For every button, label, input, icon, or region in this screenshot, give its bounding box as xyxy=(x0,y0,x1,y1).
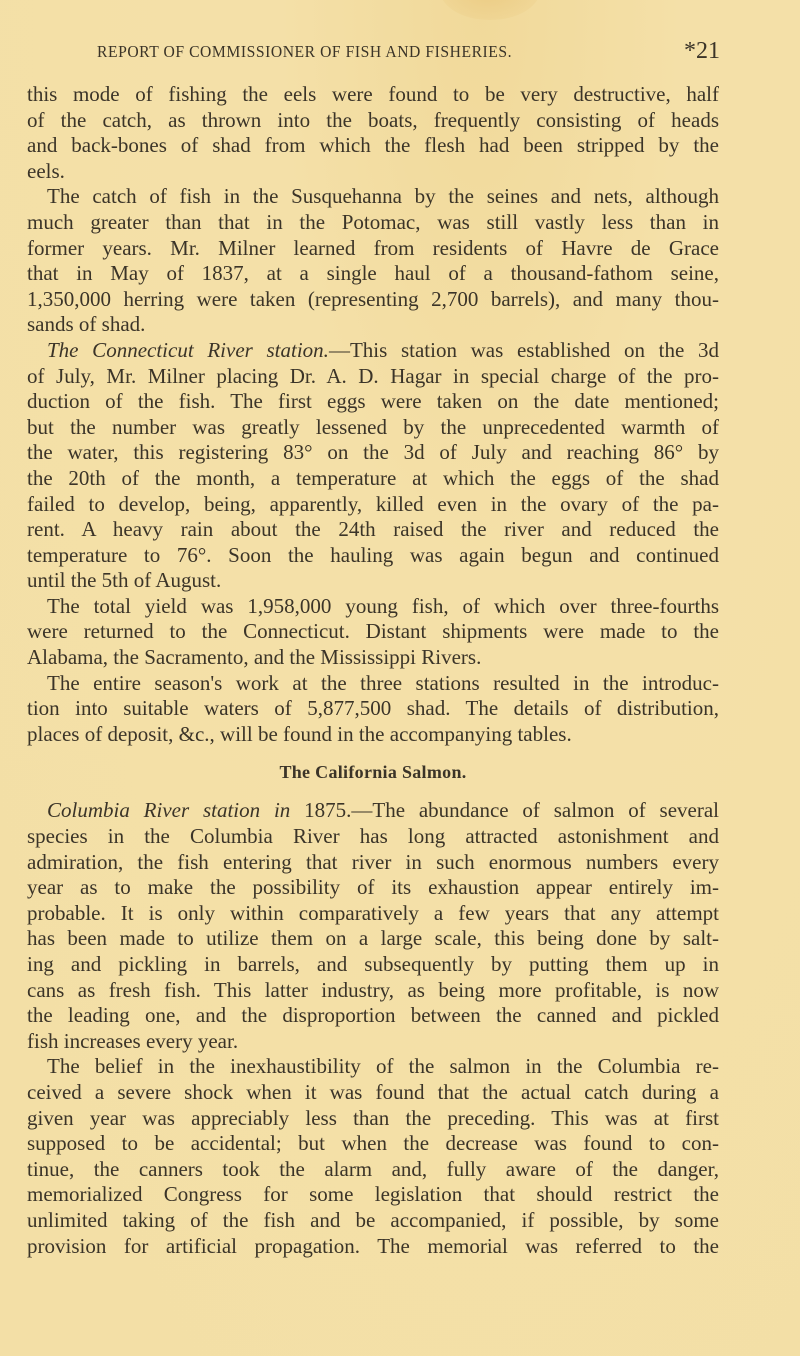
page-number: *21 xyxy=(684,38,720,64)
paper-stain xyxy=(440,0,540,20)
line-text: ceived a severe shock when it was found that the actual catch during a xyxy=(27,1079,719,1104)
text-line xyxy=(27,1003,719,1029)
text-line xyxy=(27,645,719,671)
line-text: of July, Mr. Milner placing Dr. A. D. Hagar in special charge of the pro- xyxy=(27,363,719,388)
text-line xyxy=(27,568,719,594)
text-line xyxy=(27,1054,719,1080)
text-line xyxy=(27,1157,719,1183)
text-line xyxy=(27,440,719,466)
text-line xyxy=(27,364,719,390)
section-salmon xyxy=(27,798,719,1259)
text-line xyxy=(27,1234,719,1260)
text-line xyxy=(27,594,719,620)
text-line xyxy=(27,159,719,185)
line-text: The belief in the inexhaustibility of the salmon in the Columbia re- xyxy=(47,1054,719,1079)
line-text: —This station was established on the 3d xyxy=(328,337,719,362)
line-text: temperature to 76°. Soon the hauling was again begun and continued xyxy=(27,542,719,567)
line-text: fish increases every year. xyxy=(27,1028,239,1053)
text-line xyxy=(27,1182,719,1208)
line-text: The entire season's work at the three stations resulted in the introduc- xyxy=(47,670,719,695)
line-text: and back-bones of shad from which the flesh had been stripped by the xyxy=(27,133,719,158)
text-line xyxy=(27,82,719,108)
text-line xyxy=(27,875,719,901)
line-text: that in May of 1837, at a single haul of a thousand-fathom seine, xyxy=(27,261,719,286)
text-line xyxy=(27,312,719,338)
text-line xyxy=(27,108,719,134)
line-text: this mode of fishing the eels were found to be very destructive, half xyxy=(27,82,719,106)
line-text: Alabama, the Sacramento, and the Mississippi Rivers. xyxy=(27,645,482,670)
line-text: of the catch, as thrown into the boats, frequently consisting of heads xyxy=(27,107,719,132)
line-text: rent. A heavy rain about the 24th raised the river and reduced the xyxy=(27,517,719,542)
line-text: ing and pickling in barrels, and subsequently by putting them up in xyxy=(27,952,719,976)
line-text: cans as fresh fish. This latter industry, as being more profitable, is now xyxy=(27,977,719,1002)
page-body xyxy=(27,82,719,1259)
line-text: provision for artificial propagation. The memorial was referred to the xyxy=(27,1233,719,1258)
line-text: much greater than that in the Potomac, was still vastly less than in xyxy=(27,209,719,234)
text-line xyxy=(27,722,719,748)
line-text: the leading one, and the disproportion between the canned and pickled xyxy=(27,1003,719,1028)
text-line xyxy=(27,338,719,364)
text-line xyxy=(27,696,719,722)
line-text: the 20th of the month, a temperature at which the eggs of the shad xyxy=(27,465,719,490)
text-line xyxy=(27,619,719,645)
text-line xyxy=(27,850,719,876)
line-text: duction of the fish. The first eggs were taken on the date mentioned; xyxy=(27,389,719,414)
text-line xyxy=(27,978,719,1004)
line-text: the water, this registering 83° on the 3d of July and reaching 86° by xyxy=(27,440,719,465)
text-line xyxy=(27,952,719,978)
text-line xyxy=(27,415,719,441)
paragraph xyxy=(27,82,719,184)
paragraph xyxy=(27,798,719,1054)
line-text: memorialized Congress for some legislation that should restrict the xyxy=(27,1182,719,1207)
text-line xyxy=(27,1080,719,1106)
section-shad xyxy=(27,82,719,747)
text-line xyxy=(27,824,719,850)
line-text: failed to develop, being, apparently, killed even in the ovary of the pa- xyxy=(27,491,719,516)
line-text: 1875.—The abundance of salmon of several xyxy=(290,798,720,823)
line-text: species in the Columbia River has long attracted astonishment and xyxy=(27,824,719,849)
line-text: year as to make the possibility of its exhaustion appear entirely im- xyxy=(27,875,719,900)
text-line xyxy=(27,543,719,569)
running-header-title: REPORT OF COMMISSIONER OF FISH AND FISHERIES. xyxy=(97,42,513,61)
text-line xyxy=(27,517,719,543)
text-line xyxy=(27,236,719,262)
line-text: tinue, the canners took the alarm and, fully aware of the danger, xyxy=(27,1156,719,1181)
line-text: admiration, the fish entering that river in such enormous numbers every xyxy=(27,849,719,874)
line-text: has been made to utilize them on a large scale, this being done by salt- xyxy=(27,926,719,951)
text-line xyxy=(27,1106,719,1132)
text-line xyxy=(27,926,719,952)
text-line xyxy=(27,1208,719,1234)
line-text: probable. It is only within comparatively a few years that any attempt xyxy=(27,900,719,925)
line-text: eels. xyxy=(27,158,65,183)
text-line xyxy=(27,466,719,492)
line-text: tion into suitable waters of 5,877,500 shad. The details of distribution, xyxy=(27,696,719,721)
text-line xyxy=(27,671,719,697)
line-text: places of deposit, &c., will be found in the accompanying tables. xyxy=(27,721,572,746)
line-text: supposed to be accidental; but when the decrease was found to con- xyxy=(27,1131,719,1156)
line-text: until the 5th of August. xyxy=(27,568,222,593)
text-line xyxy=(27,133,719,159)
running-header xyxy=(97,38,720,66)
line-text: but the number was greatly lessened by the unprecedented warmth of xyxy=(27,414,719,439)
text-line xyxy=(27,210,719,236)
text-line xyxy=(27,901,719,927)
line-text: sands of shad. xyxy=(27,312,146,337)
text-line xyxy=(27,1029,719,1055)
text-line xyxy=(27,184,719,210)
line-text: The catch of fish in the Susquehanna by the seines and nets, although xyxy=(47,184,719,209)
line-text: unlimited taking of the fish and be accompanied, if possible, by some xyxy=(27,1207,719,1232)
text-line xyxy=(27,261,719,287)
paragraph xyxy=(27,1054,719,1259)
line-text: former years. Mr. Milner learned from residents of Havre de Grace xyxy=(27,235,719,260)
line-text: 1,350,000 herring were taken (representing 2,700 barrels), and many thou- xyxy=(27,286,719,311)
text-line xyxy=(27,492,719,518)
paragraph xyxy=(27,184,719,338)
italic-lead: The Connecticut River station. xyxy=(47,337,329,362)
text-line xyxy=(27,389,719,415)
paragraph xyxy=(27,338,719,594)
paragraph xyxy=(27,671,719,748)
text-line xyxy=(27,1131,719,1157)
text-line xyxy=(27,287,719,313)
line-text: given year was appreciably less than the preceding. This was at first xyxy=(27,1105,719,1130)
section-heading: The California Salmon. xyxy=(279,762,467,783)
line-text: were returned to the Connecticut. Distant shipments were made to the xyxy=(27,619,719,644)
paragraph xyxy=(27,594,719,671)
text-line xyxy=(27,798,719,824)
line-text: The total yield was 1,958,000 young fish, of which over three-fourths xyxy=(47,593,719,618)
italic-lead: Columbia River station in xyxy=(47,798,291,823)
